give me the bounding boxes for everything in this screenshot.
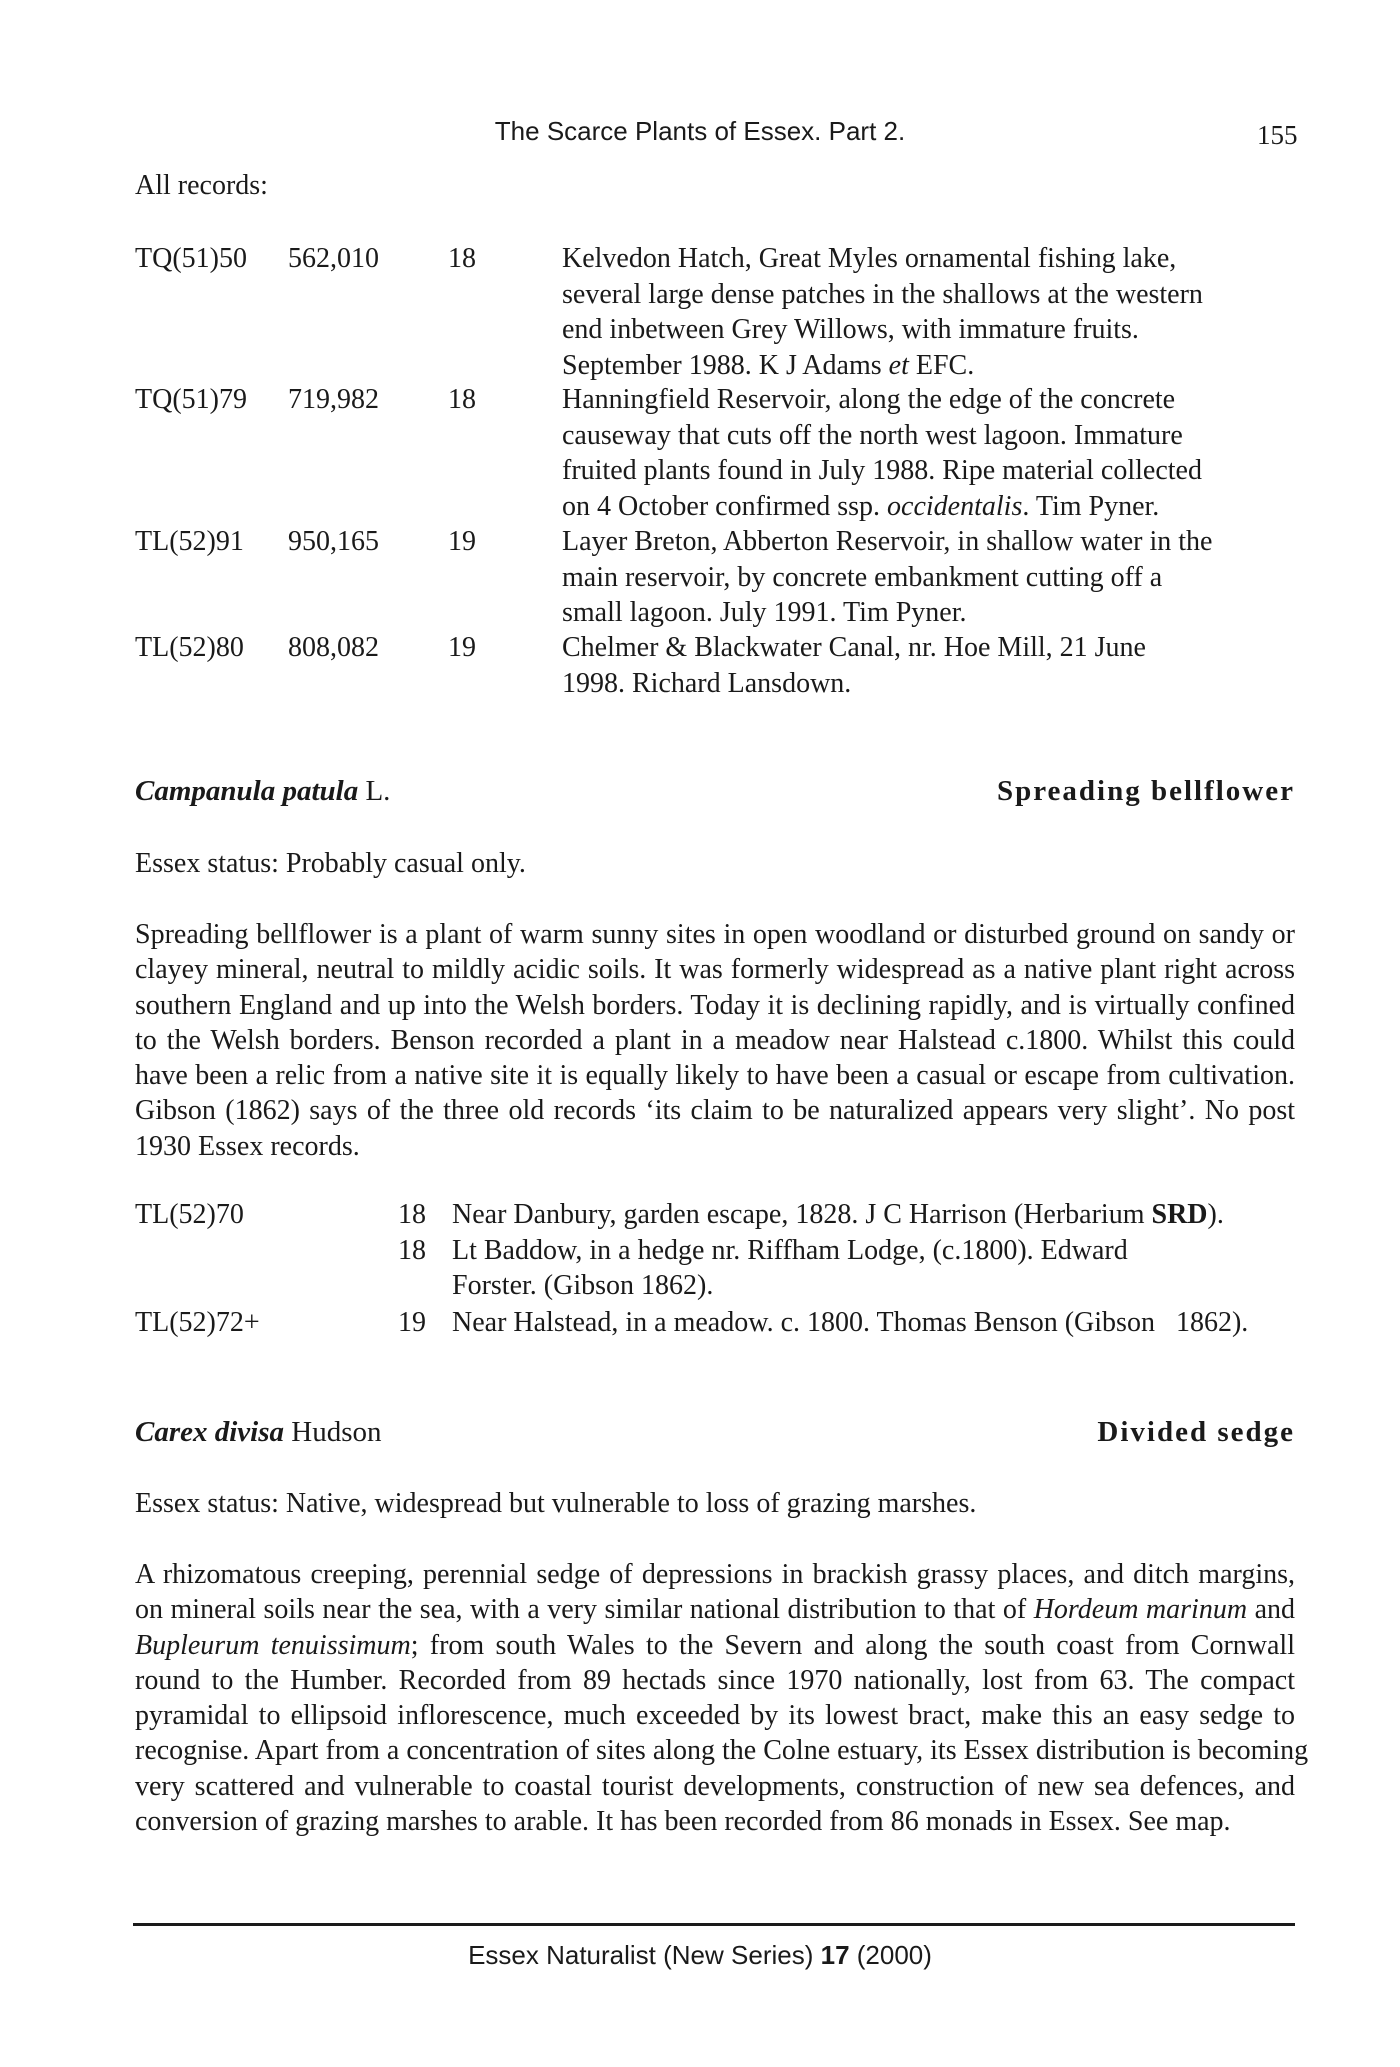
grid-square: TL(52)72+: [135, 1307, 260, 1338]
species-description: [135, 917, 1295, 1164]
paragraph-line: very scattered and vulnerable to coastal tourist developments, construction of new sea defences, and: [135, 1770, 1295, 1802]
essex-status: Essex status: Probably casual only.: [135, 848, 526, 879]
paragraph-line: to the Welsh borders. Benson recorded a plant in a meadow near Halstead c.1800. Whilst this could: [135, 1024, 1295, 1056]
record-text: Chelmer & Blackwater Canal, nr. Hoe Mill, 21 June 1998. Richard Lansdown.: [562, 632, 1146, 699]
footer-citation: Essex Naturalist (New Series) 17 (2000): [468, 1940, 932, 1970]
paragraph-line: round to the Humber. Recorded from 89 hectads since 1970 nationally, lost from 63. The compact: [135, 1664, 1295, 1696]
paragraph-line: have been a relic from a native site it is equally likely to have been a casual or escape from cultivation.: [135, 1060, 1295, 1092]
paragraph-line: Spreading bellflower is a plant of warm sunny sites in open woodland or disturbed ground on sandy or: [135, 919, 1295, 950]
paragraph-line: A rhizomatous creeping, perennial sedge of depressions in brackish grassy places, and ditch margins,: [135, 1559, 1295, 1590]
grid-square: TL(52)80: [135, 632, 244, 663]
record-text: Lt Baddow, in a hedge nr. Riffham Lodge, (c.1800). Edward Forster. (Gibson 1862).: [452, 1235, 1128, 1302]
species-description: [135, 1557, 1309, 1839]
record-text: Near Halstead, in a meadow. c. 1800. Thomas Benson (Gibson 1862).: [452, 1307, 1249, 1338]
grid-square: TQ(51)79: [135, 384, 247, 415]
paragraph-line: Gibson (1862) says of the three old records ‘its claim to be naturalized appears very slight’. No post: [135, 1095, 1295, 1127]
century: 19: [448, 526, 476, 557]
page-number: 155: [1257, 120, 1298, 150]
grid-square: TL(52)70: [135, 1199, 244, 1230]
running-title: The Scarce Plants of Essex. Part 2.: [494, 116, 906, 146]
century: 19: [448, 632, 476, 663]
record-text: Near Danbury, garden escape, 1828. J C Harrison (Herbarium SRD).: [452, 1199, 1224, 1230]
grid-reference: 950,165: [288, 526, 379, 557]
paragraph-line: recognise. Apart from a concentration of sites along the Colne estuary, its Essex distribution is becoming: [135, 1735, 1309, 1767]
common-name: Divided sedge: [1097, 1416, 1295, 1448]
essex-status: Essex status: Native, widespread but vulnerable to loss of grazing marshes.: [135, 1488, 977, 1519]
grid-reference: 562,010: [288, 243, 379, 274]
grid-square: TQ(51)50: [135, 243, 247, 274]
paragraph-line: Bupleurum tenuissimum; from south Wales to the Severn and along the south coast from Cornwall: [135, 1629, 1295, 1661]
grid-reference: 719,982: [288, 384, 379, 415]
species-name: Carex divisa Hudson: [135, 1416, 382, 1448]
century: 18: [448, 384, 476, 415]
paragraph-line: clayey mineral, neutral to mildly acidic soils. It was formerly widespread as a native plant right across: [135, 954, 1295, 986]
paragraph-line: 1930 Essex records.: [135, 1130, 360, 1162]
common-name: Spreading bellflower: [996, 775, 1295, 807]
paragraph-line: pyramidal to ellipsoid inflorescence, much exceeded by its lowest bract, make this an easy sedge to: [135, 1700, 1295, 1732]
record-text: Layer Breton, Abberton Reservoir, in shallow water in the main reservoir, by concrete embankment cutting off a small lagoon. July 1991. Tim Pyner.: [562, 526, 1213, 629]
record-text: Hanningfield Reservoir, along the edge of the concrete causeway that cuts off the north west lagoon. Immature fruited plants found in July 1988. Ripe material collected on 4 October confirmed ssp. occidentalis. Tim Pyner.: [562, 384, 1202, 523]
century: 18: [398, 1235, 426, 1266]
century: 18: [398, 1199, 426, 1230]
century: 19: [398, 1307, 426, 1338]
century: 18: [448, 243, 476, 274]
all-records-label: All records:: [135, 170, 268, 201]
grid-reference: 808,082: [288, 632, 379, 663]
grid-square: TL(52)91: [135, 526, 244, 557]
paragraph-line: on mineral soils near the sea, with a very similar national distribution to that of Hordeum marinum and: [135, 1594, 1295, 1626]
record-text: Kelvedon Hatch, Great Myles ornamental fishing lake, several large dense patches in the shallows at the western end inbetween Grey Willows, with immature fruits. September 1988. K J Adams et EFC.: [562, 243, 1203, 382]
paragraph-line: conversion of grazing marshes to arable. It has been recorded from 86 monads in Essex. See map.: [135, 1806, 1231, 1838]
footer-rule: [133, 1923, 1295, 1926]
species-name: Campanula patula L.: [135, 775, 391, 807]
paragraph-line: southern England and up into the Welsh borders. Today it is declining rapidly, and is virtually confined: [135, 989, 1295, 1021]
